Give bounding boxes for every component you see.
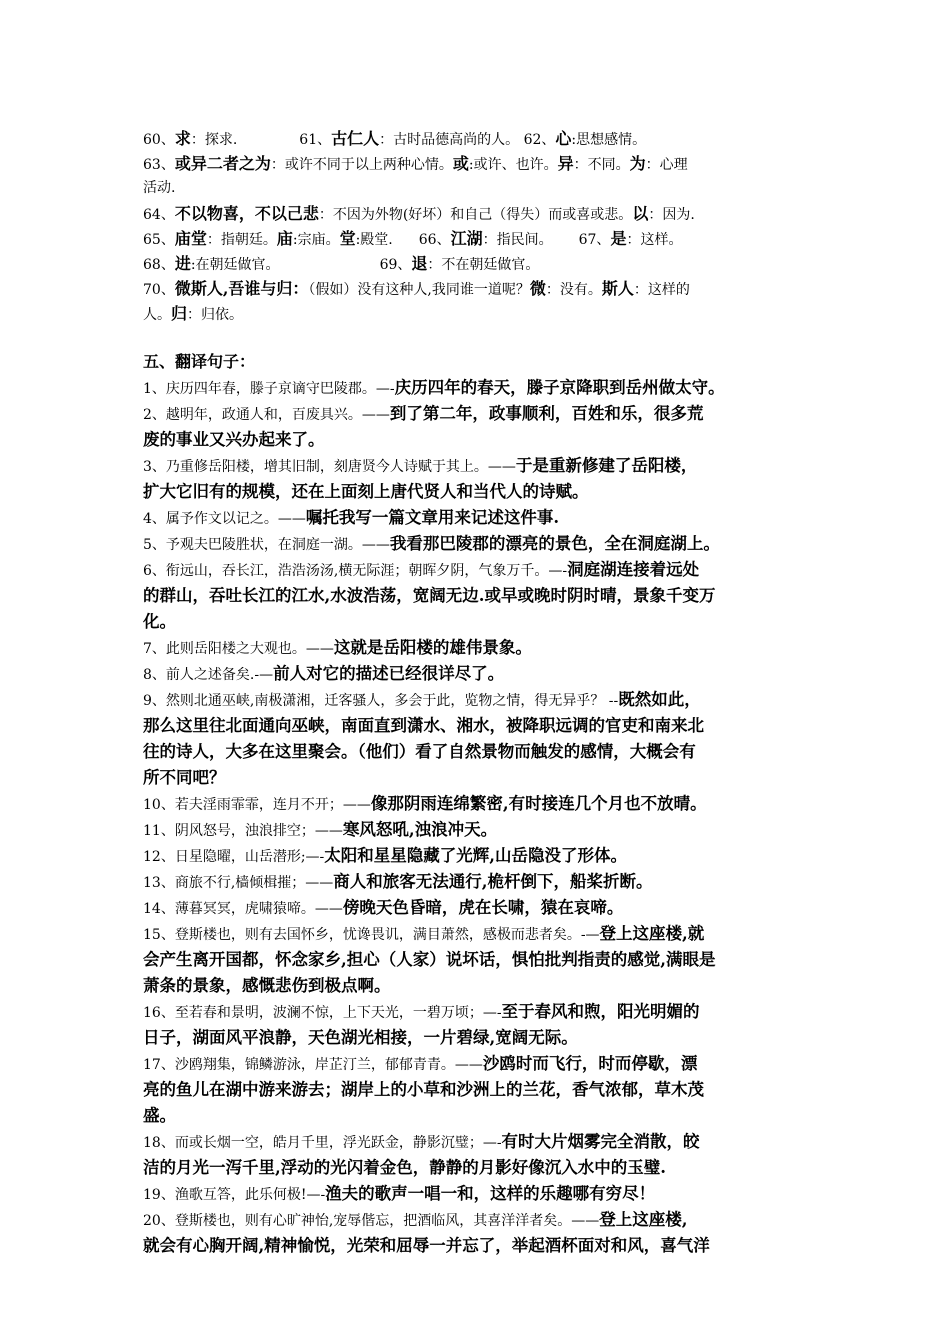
translation-text: 渔夫的歌声一唱一和，这样的乐趣哪有穷尽！ bbox=[325, 1184, 656, 1203]
translation-line bbox=[143, 609, 815, 635]
vocab-text: ：不在朝廷做官。 bbox=[427, 257, 540, 273]
translation-text: 商人和旅客无法通行,桅杆倒下，船桨折断。 bbox=[333, 872, 653, 891]
vocab-text: 68、 bbox=[143, 257, 175, 273]
original-text: 1、庆历四年春，滕子京谪守巴陵郡。—- bbox=[143, 381, 395, 397]
vocab-term: 庙 bbox=[276, 229, 293, 248]
original-text: 16、至若春和景明，波澜不惊，上下天光，一碧万顷；—- bbox=[143, 1005, 502, 1021]
translation-text: 至于春风和煦，阳光明媚的 bbox=[501, 1002, 700, 1021]
original-text: 2、越明年，政通人和，百废具兴。—— bbox=[143, 407, 390, 423]
translation-text: 沙鸥时而飞行，时而停歇，漂 bbox=[482, 1054, 698, 1073]
translation-line bbox=[143, 1103, 815, 1129]
vocab-text: 活动. bbox=[143, 180, 176, 196]
translation-line bbox=[143, 1181, 815, 1207]
vocab-term: 退 bbox=[411, 254, 428, 273]
translation-text: 登上这座楼, bbox=[599, 1210, 688, 1229]
original-text: 11、阴风怒号，浊浪排空；—— bbox=[143, 823, 343, 839]
translation-line bbox=[143, 531, 815, 557]
translation-line bbox=[143, 1155, 815, 1181]
vocab-term: 不以物喜，不以己悲 bbox=[174, 204, 319, 223]
translation-line bbox=[143, 661, 815, 687]
vocab-text: 67、 bbox=[578, 232, 611, 248]
vocab-text: ：指朝廷。 bbox=[206, 232, 277, 248]
translation-text: 既然如此， bbox=[618, 690, 701, 709]
vocab-line bbox=[143, 126, 815, 151]
vocab-text: ：这样的 bbox=[633, 282, 690, 298]
vocab-line bbox=[143, 201, 815, 226]
translation-text: 有时大片烟雾完全消散，皎 bbox=[501, 1132, 700, 1151]
vocab-term: 进 bbox=[174, 254, 191, 273]
translation-line bbox=[143, 999, 815, 1025]
translation-line bbox=[143, 635, 815, 661]
translation-line bbox=[143, 713, 815, 739]
vocab-text: 70、 bbox=[143, 282, 175, 298]
translation-line bbox=[143, 427, 815, 453]
vocab-text: ：因为. bbox=[648, 207, 695, 223]
original-text: 15、登斯楼也，则有去国怀乡，忧谗畏讥，满目萧然，感极而悲者矣。-— bbox=[143, 927, 600, 943]
translation-text: 寒风怒吼,浊浪冲天。 bbox=[342, 820, 498, 839]
translation-text: 的群山，吞吐长江的江水,水波浩荡，宽阔无边.或早或晚时阴时晴，景象千变万 bbox=[143, 586, 716, 605]
vocab-text: ：探求. bbox=[190, 132, 238, 148]
translation-line bbox=[143, 791, 815, 817]
translation-text: 这就是岳阳楼的雄伟景象。 bbox=[333, 638, 532, 657]
vocab-text: 61、 bbox=[299, 132, 332, 148]
vocab-section bbox=[143, 126, 815, 326]
vocab-term: 为 bbox=[629, 154, 646, 173]
vocab-term: 微斯人,吾谁与归： bbox=[174, 279, 309, 298]
translation-line bbox=[143, 1025, 815, 1051]
vocab-text: ：古时品德高尚的人。 62、 bbox=[379, 132, 556, 148]
translation-line bbox=[143, 1051, 815, 1077]
translation-text: 就会有心胸开阔,精神愉悦，光荣和屈辱一并忘了，举起酒杯面对和风，喜气洋 bbox=[143, 1236, 710, 1255]
vocab-term: 归 bbox=[171, 304, 188, 323]
translation-line bbox=[143, 1129, 815, 1155]
translation-line bbox=[143, 1077, 815, 1103]
translation-section bbox=[143, 375, 815, 1259]
vocab-text: :殿堂. bbox=[355, 232, 393, 248]
vocab-line bbox=[143, 251, 815, 276]
vocab-text: :或许、也许。 bbox=[468, 157, 558, 173]
translation-line bbox=[143, 375, 815, 401]
vocab-term: 斯人 bbox=[601, 279, 634, 298]
translation-line bbox=[143, 765, 815, 791]
translation-text: 萧条的景象，感慨悲伤到极点啊。 bbox=[143, 976, 391, 995]
vocab-term: 堂 bbox=[339, 229, 356, 248]
translation-line bbox=[143, 557, 815, 583]
translation-line bbox=[143, 505, 815, 531]
vocab-line bbox=[143, 151, 815, 176]
translation-line bbox=[143, 817, 815, 843]
translation-line bbox=[143, 479, 815, 505]
vocab-text: 64、 bbox=[143, 207, 175, 223]
translation-text: 化。 bbox=[143, 612, 176, 631]
translation-line bbox=[143, 583, 815, 609]
translation-text: 日子，湖面风平浪静，天色湖光相接，一片碧绿,宽阔无际。 bbox=[143, 1028, 578, 1047]
vocab-term: 或 bbox=[452, 154, 469, 173]
vocab-term: 微 bbox=[529, 279, 546, 298]
translation-text: 傍晚天色昏暗，虎在长啸，猿在哀啼。 bbox=[342, 898, 624, 917]
original-text: 8、前人之述备矣.-— bbox=[143, 667, 274, 683]
vocab-term: 以 bbox=[632, 204, 649, 223]
vocab-text: ：指民间。 bbox=[482, 232, 553, 248]
vocab-line bbox=[143, 276, 815, 301]
translation-line bbox=[143, 401, 815, 427]
translation-text: 亮的鱼儿在湖中游来游去；湖岸上的小草和沙洲上的兰花，香气浓郁，草木茂 bbox=[143, 1080, 704, 1099]
original-text: 10、若夫淫雨霏霏，连月不开；—— bbox=[143, 797, 371, 813]
translation-line bbox=[143, 1207, 815, 1233]
translation-text: 盛。 bbox=[143, 1106, 176, 1125]
translation-text: 像那阴雨连绵繁密,有时接连几个月也不放晴。 bbox=[370, 794, 707, 813]
vocab-term: 异 bbox=[557, 154, 574, 173]
translation-text: 往的诗人，大多在这里聚会。（他们）看了自然景物而触发的感情，大概会有 bbox=[143, 742, 696, 761]
vocab-text: 66、 bbox=[418, 232, 451, 248]
vocab-line bbox=[143, 226, 815, 251]
vocab-text: :思想感情。 bbox=[571, 132, 647, 148]
translation-text: 嘱托我写一篇文章用来记述这件事. bbox=[305, 508, 560, 527]
translation-line bbox=[143, 687, 815, 713]
original-text: 7、此则岳阳楼之大观也。—— bbox=[143, 641, 334, 657]
original-text: 17、沙鸥翔集，锦鳞游泳，岸芷汀兰，郁郁青青。—— bbox=[143, 1057, 483, 1073]
vocab-term: 庙堂 bbox=[174, 229, 207, 248]
translation-text: 到了第二年，政事顺利，百姓和乐，很多荒 bbox=[389, 404, 704, 423]
original-text: 13、商旅不行,樯倾楫摧；—— bbox=[143, 875, 334, 891]
original-text: 3、乃重修岳阳楼，增其旧制，刻唐贤今人诗赋于其上。—— bbox=[143, 459, 516, 475]
translation-text: 那么这里往北面通向巫峡，南面直到潇水、湘水，被降职远调的官吏和南来北 bbox=[143, 716, 704, 735]
vocab-text: 人。 bbox=[143, 307, 171, 323]
vocab-text: :在朝廷做官。 bbox=[190, 257, 280, 273]
vocab-text: 60、 bbox=[143, 132, 175, 148]
section-title: 五、翻译句子： bbox=[143, 352, 256, 371]
translation-text: 我看那巴陵郡的漂亮的景色，全在洞庭湖上。 bbox=[389, 534, 720, 553]
translation-line bbox=[143, 869, 815, 895]
document-page bbox=[143, 126, 815, 1259]
vocab-text: 63、 bbox=[143, 157, 175, 173]
translation-text: 洞庭湖连接着远处 bbox=[567, 560, 700, 579]
vocab-text: 69、 bbox=[379, 257, 412, 273]
translation-text: 扩大它旧有的规模，还在上面刻上唐代贤人和当代人的诗赋。 bbox=[143, 482, 589, 501]
translation-text: 所不同吧？ bbox=[143, 768, 226, 787]
original-text: 5、予观夫巴陵胜状，在洞庭一湖。—— bbox=[143, 537, 390, 553]
translation-line bbox=[143, 973, 815, 999]
translation-line bbox=[143, 947, 815, 973]
vocab-text: ：不同。 bbox=[573, 157, 630, 173]
vocab-line bbox=[143, 176, 815, 201]
translation-line bbox=[143, 1233, 815, 1259]
translation-line bbox=[143, 895, 815, 921]
translation-text: 废的事业又兴办起来了。 bbox=[143, 430, 325, 449]
vocab-text: ：没有。 bbox=[545, 282, 602, 298]
vocab-line bbox=[143, 301, 815, 326]
translation-text: 庆历四年的春天，滕子京降职到岳州做太守。 bbox=[394, 378, 725, 397]
translation-text: 会产生离开国都，怀念家乡,担心（人家）说坏话，惧怕批判指责的感觉,满眼是 bbox=[143, 950, 716, 969]
translation-line bbox=[143, 739, 815, 765]
vocab-term: 古仁人 bbox=[331, 129, 380, 148]
original-text: 18、而或长烟一空，皓月千里，浮光跃金，静影沉璧；—- bbox=[143, 1135, 502, 1151]
translation-text: 前人对它的描述已经很详尽了。 bbox=[273, 664, 505, 683]
vocab-term: 或异二者之为 bbox=[174, 154, 271, 173]
vocab-text: ：不因为外物(好坏）和自己（得失）而或喜或悲。 bbox=[318, 207, 633, 223]
vocab-text: :宗庙。 bbox=[292, 232, 340, 248]
translation-text: 登上这座楼,就 bbox=[599, 924, 705, 943]
translation-line bbox=[143, 453, 815, 479]
vocab-text: （假如）没有这种人,我同谁一道呢？ bbox=[308, 282, 530, 298]
vocab-text: 65、 bbox=[143, 232, 175, 248]
translation-line bbox=[143, 843, 815, 869]
translation-text: 于是重新修建了岳阳楼， bbox=[515, 456, 698, 475]
vocab-text: ：这样。 bbox=[626, 232, 683, 248]
vocab-term: 求 bbox=[174, 129, 191, 148]
original-text: 14、薄暮冥冥，虎啸猿啼。—— bbox=[143, 901, 343, 917]
translation-text: 太阳和星星隐藏了光辉,山岳隐没了形体。 bbox=[324, 846, 628, 865]
vocab-term: 是 bbox=[610, 229, 627, 248]
original-text: 12、日星隐曜，山岳潜形;—- bbox=[143, 849, 325, 865]
vocab-text: ：心理 bbox=[645, 157, 688, 173]
original-text: 9、然则北通巫峡,南极潇湘，迁客骚人，多会于此，览物之情，得无异乎？ -- bbox=[143, 693, 619, 709]
original-text: 4、属予作文以记之。—— bbox=[143, 511, 306, 527]
vocab-text: ：或许不同于以上两种心情。 bbox=[270, 157, 453, 173]
original-text: 6、衔远山，吞长江，浩浩汤汤,横无际涯；朝晖夕阴，气象万千。—- bbox=[143, 563, 568, 579]
vocab-term: 心 bbox=[555, 129, 572, 148]
vocab-text: ：归依。 bbox=[187, 307, 244, 323]
original-text: 19、渔歌互答，此乐何极!—- bbox=[143, 1187, 326, 1203]
translation-line bbox=[143, 921, 815, 947]
vocab-term: 江湖 bbox=[450, 229, 483, 248]
original-text: 20、登斯楼也，则有心旷神怡,宠辱偕忘，把酒临风，其喜洋洋者矣。—— bbox=[143, 1213, 600, 1229]
translation-text: 洁的月光一泻千里,浮动的光闪着金色，静静的月影好像沉入水中的玉璧. bbox=[143, 1158, 666, 1177]
